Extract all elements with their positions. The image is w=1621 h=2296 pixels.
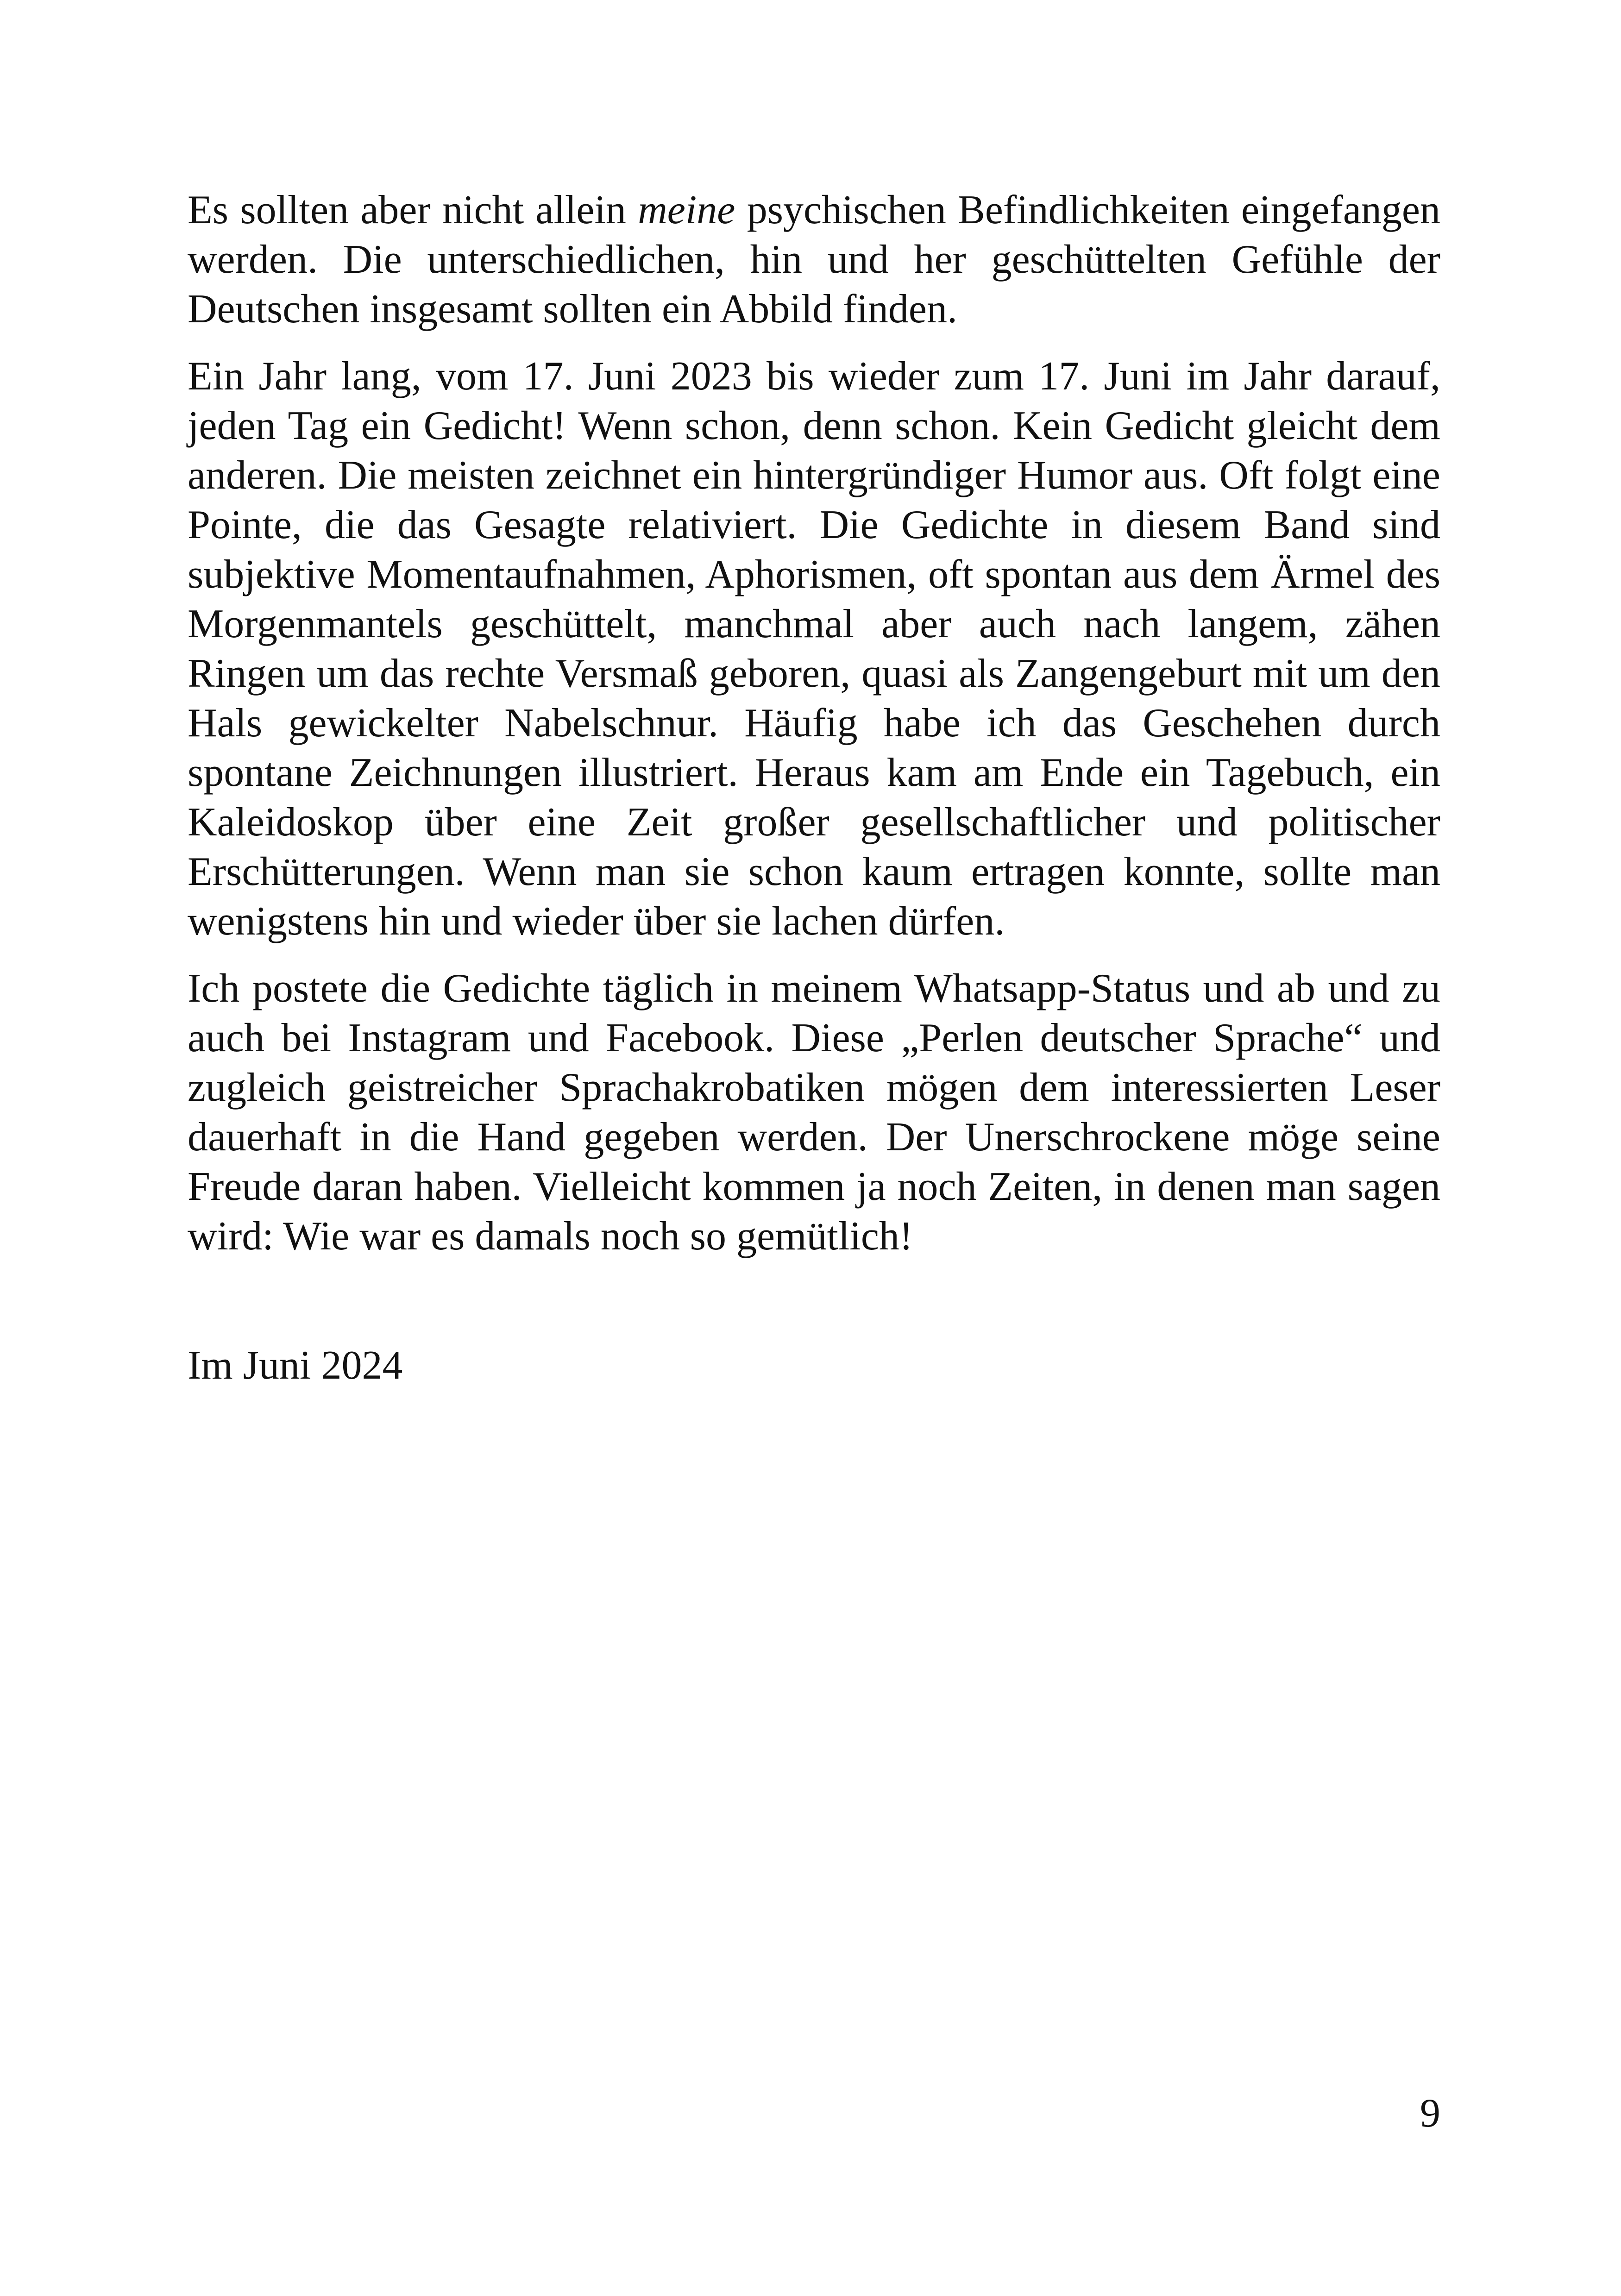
paragraph-1-start: Es sollten aber nicht allein <box>188 188 638 232</box>
body-text <box>188 185 1440 1279</box>
page-number: 9 <box>1420 2091 1440 2136</box>
paragraph-2: Ein Jahr lang, vom 17. Juni 2023 bis wieder zum 17. Juni im Jahr darauf, jeden Tag ein Gedicht! Wenn schon, denn schon. Kein Gedicht gleicht dem anderen. Die meisten zeichnet ein hintergründiger Humor aus. Oft folgt eine Pointe, die das Gesagte relativiert. Die Gedichte in diesem Band sind subjektive Momentaufnahmen, Aphorismen, oft spontan aus dem Ärmel des Morgenmantels geschüttelt, manchmal aber auch nach langem, zähen Ringen um das rechte Versmaß geboren, quasi als Zangengeburt mit um den Hals gewickelter Nabelschnur. Häufig habe ich das Geschehen durch spontane Zeichnungen illustriert. Heraus kam am Ende ein Tagebuch, ein Kaleidoskop über eine Zeit großer gesellschaftlicher und politischer Erschütterungen. Wenn man sie schon kaum ertragen konnte, sollte man wenigstens hin und wieder über sie lachen dürfen. <box>188 354 1440 944</box>
paragraph-1-rest: psychischen Befindlichkeiten eingefangen werden. Die unterschiedlichen, hin und her geschüttelten Gefühle der Deutschen insgesamt sollten ein Abbild finden. <box>188 188 1440 332</box>
paragraph-1 <box>188 185 1440 334</box>
emphasized-word: meine <box>638 188 735 232</box>
paragraph-3: Ich postete die Gedichte täglich in meinem Whatsapp-Status und ab und zu auch bei Instagram und Facebook. Diese „Perlen deutscher Sprache“ und zugleich geistreicher Sprachakrobatiken mögen dem interessierten Leser dauerhaft in die Hand gegeben werden. Der Unerschrockene möge seine Freude daran haben. Vielleicht kommen ja noch Zeiten, in denen man sagen wird: Wie war es damals noch so gemütlich! <box>188 966 1440 1259</box>
date-signature: Im Juni 2024 <box>188 1343 403 1388</box>
